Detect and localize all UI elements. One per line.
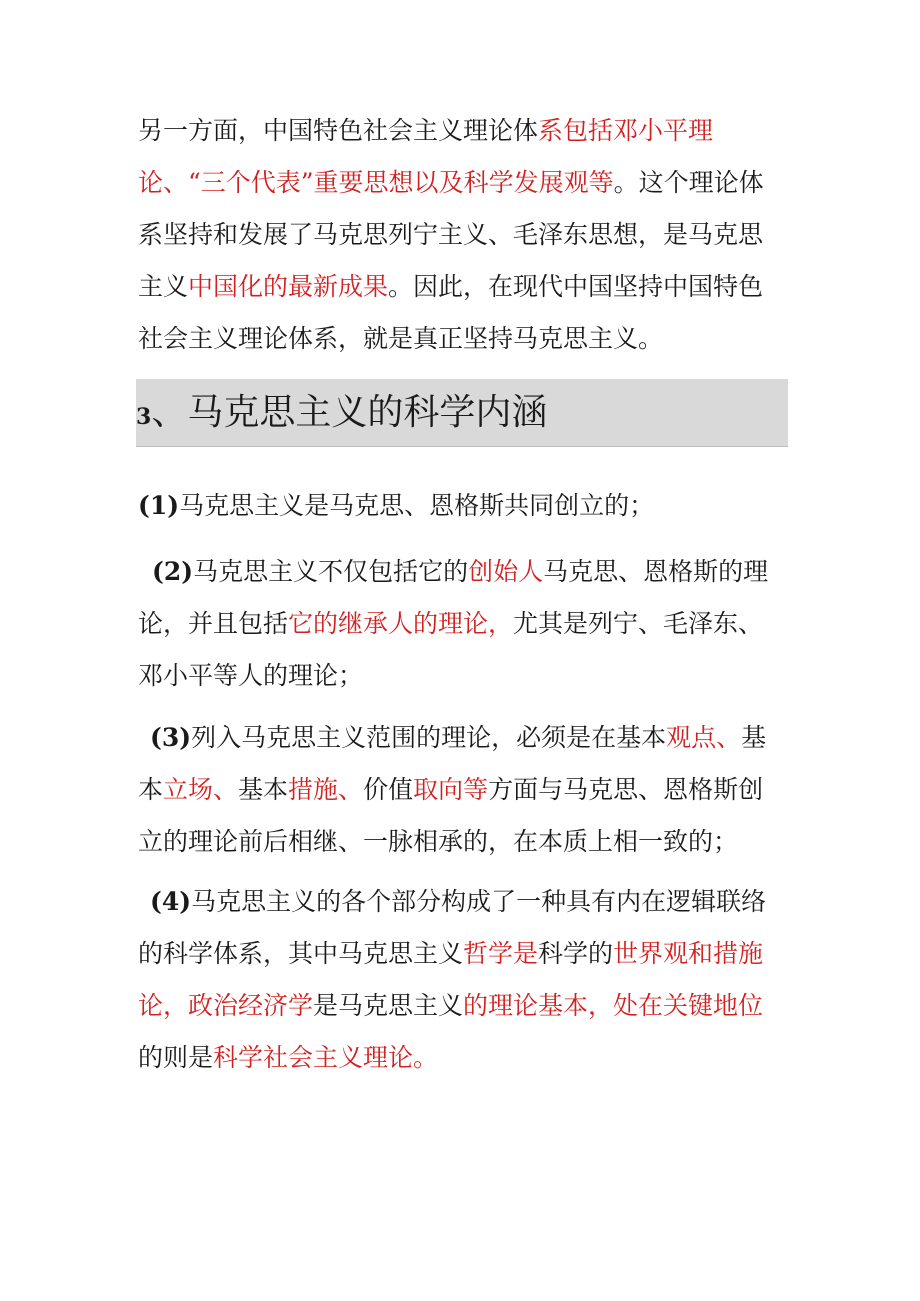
item-2-highlight-2: 它的继承人的理论，: [288, 609, 514, 638]
item-3-text-2: 基本: [138, 723, 767, 804]
item-4-text-1: 马克思主义的各个部分构成了一种具有内在逻辑联络的科学体系，其中马克思主义: [138, 887, 767, 968]
item-4-text-3: 是马克思主义: [313, 991, 464, 1020]
intro-highlight-1: 系包括邓小平理论、“三个代表”重要思想以及科学发展观等: [138, 116, 714, 197]
item-2: [138, 546, 784, 702]
intro-text-2: 。这个理论体系坚持和发展了马克思列宁主义、毛泽东思想，是马克思主义: [138, 168, 764, 301]
item-4-highlight-1: 哲学是: [463, 939, 539, 968]
intro-text-1: 另一方面，中国特色社会主义理论体: [138, 116, 539, 145]
section-title: 、马克思主义的科学内涵: [151, 392, 548, 433]
item-3-text-5: 方面与马克思、恩格斯创立的理论前后相继、一脉相承的，在本质上相一致的；: [138, 775, 764, 856]
item-2-text-3: 尤其是列宁、毛泽东、邓小平等人的理论；: [138, 609, 764, 690]
intro-paragraph: [138, 105, 784, 365]
item-3-highlight-3: 措施、: [288, 775, 364, 804]
item-3-highlight-2: 立场、: [163, 775, 239, 804]
item-4-highlight-3: 的理论基本，处在关键地位: [463, 991, 764, 1020]
section-number: 3: [136, 404, 152, 430]
item-3-number: (3): [150, 723, 192, 752]
item-1-number: (1): [138, 491, 180, 520]
item-2-highlight-1: 创始人: [468, 557, 544, 586]
intro-text-3: 。因此，在现代中国坚持中国特色社会主义理论体系，就是真正坚持马克思主义。: [138, 272, 764, 353]
section-heading: [136, 379, 788, 447]
item-3: [138, 712, 784, 868]
item-3-highlight-4: 取向等: [413, 775, 489, 804]
item-1: [138, 480, 784, 532]
item-2-number: (2): [152, 557, 194, 586]
item-2-text-1: 马克思主义不仅包括它的: [193, 557, 469, 586]
item-4-highlight-2: 世界观和措施论，政治经济学: [138, 939, 764, 1020]
item-4-number: (4): [150, 887, 192, 916]
item-3-text-4: 价值: [363, 775, 414, 804]
item-3-text-1: 列入马克思主义范围的理论，必须是在基本: [191, 723, 667, 752]
item-2-text-2: 马克思、恩格斯的理论，并且包括: [138, 557, 769, 638]
item-4-text-4: 的则是: [138, 1043, 214, 1072]
item-3-text-3: 基本: [238, 775, 289, 804]
intro-highlight-2: 中国化的最新成果: [188, 272, 389, 301]
item-3-highlight-1: 观点、: [666, 723, 742, 752]
item-1-text: 马克思主义是马克思、恩格斯共同创立的；: [179, 491, 655, 520]
item-4: [138, 876, 784, 1084]
item-4-text-2: 科学的: [538, 939, 614, 968]
item-4-highlight-4: 科学社会主义理论。: [213, 1043, 439, 1072]
